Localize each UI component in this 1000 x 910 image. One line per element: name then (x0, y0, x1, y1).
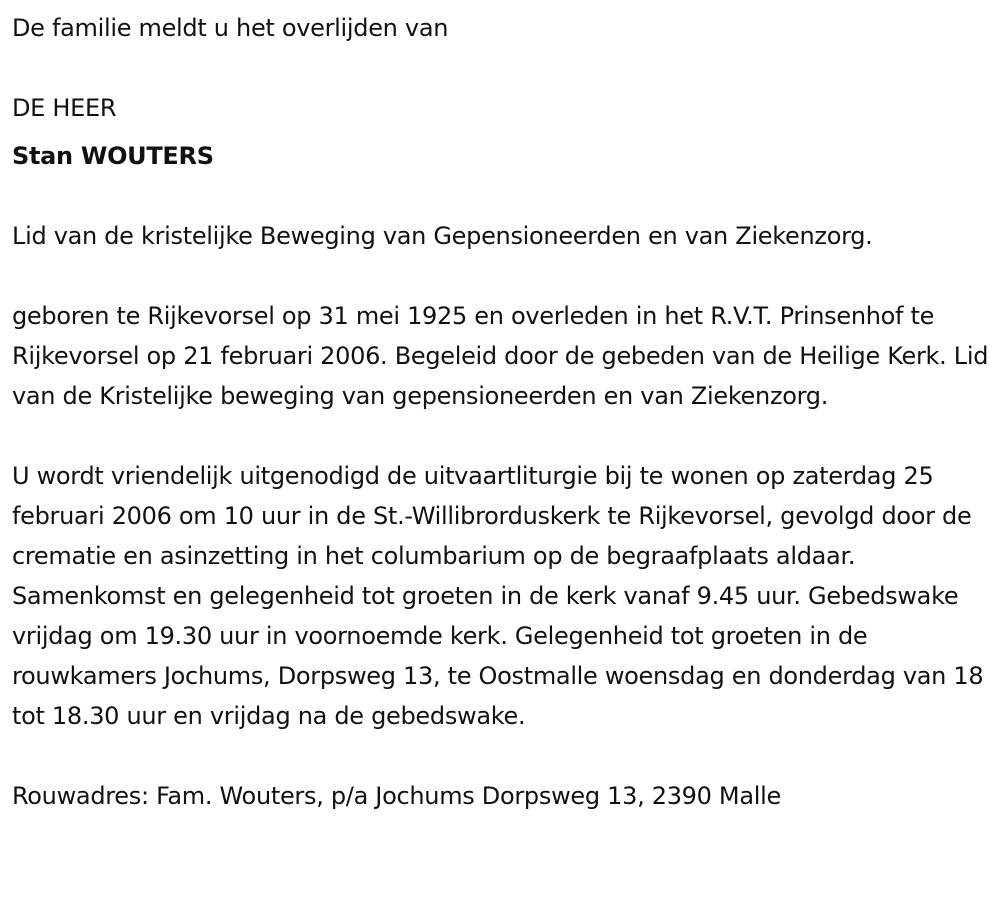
honorific: DE HEER (12, 94, 117, 122)
intro-line: De familie meldt u het overlijden van (12, 14, 449, 42)
death-notice (12, 8, 994, 816)
funeral-paragraph: U wordt vriendelijk uitgenodigd de uitvaartliturgie bij te wonen op zaterdag 25 februari 2006 om 10 uur in de St.-Willibrorduskerk te Rijkevorsel, gevolgd door de crematie en asinzetting in het columbarium op de begraafplaats aldaar. Samenkomst en gelegenheid tot groeten in de kerk vanaf 9.45 uur. Gebedswake vrijdag om 19.30 uur in voornoemde kerk. Gelegenheid tot groeten in de rouwkamers Jochums, Dorpsweg 13, te Oostmalle woensdag en donderdag van 18 tot 18.30 uur en vrijdag na de gebedswake. (12, 462, 984, 730)
birth-death-paragraph: geboren te Rijkevorsel op 31 mei 1925 en overleden in het R.V.T. Prinsenhof te Rijkevorsel op 21 februari 2006. Begeleid door de gebeden van de Heilige Kerk. Lid van de Kristelijke beweging van gepensioneerden en van Ziekenzorg. (12, 302, 989, 410)
membership-line: Lid van de kristelijke Beweging van Gepensioneerden en van Ziekenzorg. (12, 222, 873, 250)
mourning-address: Rouwadres: Fam. Wouters, p/a Jochums Dorpsweg 13, 2390 Malle (12, 782, 781, 810)
deceased-name: Stan WOUTERS (12, 142, 214, 170)
